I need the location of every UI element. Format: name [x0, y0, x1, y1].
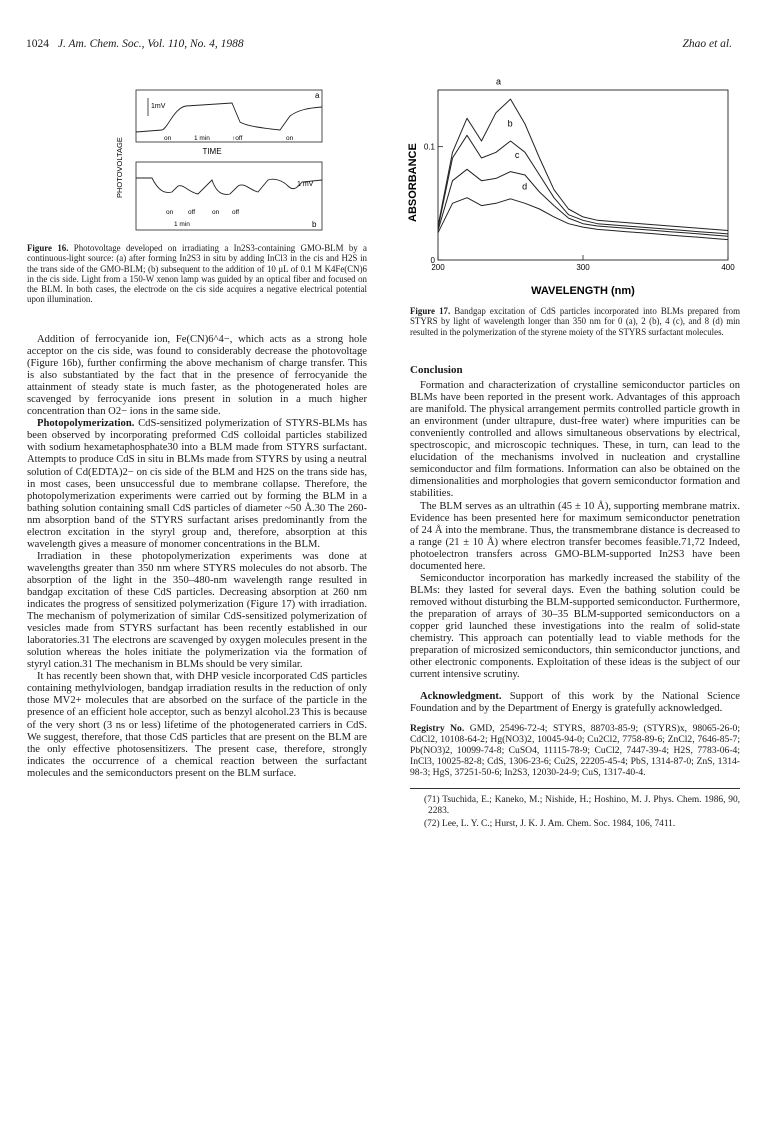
- panel-b-scale: 1 mV: [297, 181, 314, 188]
- x-tick-label: 200: [431, 263, 445, 272]
- series-line-c: [438, 169, 728, 236]
- section-runin-heading: Photopolymerization.: [37, 418, 135, 430]
- figure-17-caption: [410, 306, 740, 337]
- registry-numbers: Registry No. GMD, 25496-72-4; STYRS, 88703-85-9; (STYRS)x, 98065-26-0; CdCl2, 10108-64-2; Hg(NO3)2, 10045-94-0; Cu2Cl2, 7758-89-6; ZnCl2, 7646-85-7; Pb(NO3)2, 10099-74-8; CuSO4, 11115-78-9; CuCl2, 7447-39-4; H2S, 7783-06-4; InCl3, 10025-82-8; CdS, 1306-23-6; Cu2S, 22205-45-4; PbS, 1314-87-0; ZnS, 1314-98-3; HgS, 37251-50-6; In2S3, 12030-24-9; CuS, 1317-40-4.: [410, 723, 741, 779]
- figure-17-label: Figure 17.: [410, 306, 451, 316]
- series-line-a: [438, 99, 728, 230]
- references: [410, 788, 740, 829]
- figure16-ylabel: PHOTOVOLTAGE: [115, 137, 124, 198]
- series-label-a: a: [496, 76, 502, 87]
- panel-a-off: ↑off: [232, 135, 243, 142]
- paragraph: Addition of ferrocyanide ion, Fe(CN)6^4−, which acts as a strong hole acceptor on the cis side, was found to considerably decrease the photovoltage (Figure 16b), further confirming the above mechanism of charge transfer. This is also substantiated by the fact that in the presence of ferrocyanide the attainment of steady state is much faster, as the photogenerated holes are scavenged by ferrocyanide ions present in solution in a much higher concentration than O2− ions in the same side.: [27, 334, 367, 418]
- figure-16-caption-text: Photovoltage developed on irradiating a In2S3-containing GMO-BLM by a continuous-light source: (a) after forming In2S3 in situ by adding InCl3 in the cis and H2S in the trans side of the GMO-BLM; (b) subsequent to the addition of 10 μL of 0.1 M K4Fe(CN)6 in the cis side. Light from a 150-W xenon lamp was guided by an optical fiber and focused on the BLM. In both cases, the electrode on the cis side acquires a negative electrical potential upon illumination.: [27, 243, 368, 305]
- running-header-left: [26, 38, 244, 50]
- page-number: 1024: [26, 38, 49, 50]
- panel-b-mark-3: on: [212, 209, 220, 216]
- panel-b-mark-2: off: [188, 209, 196, 216]
- figure-16: [112, 86, 327, 236]
- y-tick-label: 0: [430, 256, 435, 265]
- panel-a-on1: on: [164, 135, 172, 142]
- y-axis-label: ABSORBANCE: [407, 143, 419, 222]
- paragraph: The BLM serves as an ultrathin (45 ± 10 Å), supporting membrane matrix. Evidence has been presented here for maximum semiconductor penetration of 24 Å into the membrane. Thus, the transmembrane distance is decreased to a range (21 ± 10 Å) where electron transfer becomes feasible.71,72 Indeed, photoelectron transfers across GMO-BLM-supported In2S3 have been documented here.: [410, 500, 740, 572]
- running-header-authors: Zhao et al.: [682, 38, 732, 50]
- left-column: [27, 334, 367, 780]
- panel-a-on2: on: [286, 135, 294, 142]
- figure-16-caption: [27, 243, 367, 305]
- panel-b-letter: b: [312, 220, 317, 229]
- x-tick-label: 300: [576, 263, 590, 272]
- acknowledgment: Acknowledgment. Support of this work by the National Science Foundation and by the Department of Energy is gratefully acknowledged.: [410, 691, 740, 715]
- x-tick-label: 400: [721, 263, 735, 272]
- panel-a-timescale: 1 min: [194, 135, 210, 142]
- journal-citation: J. Am. Chem. Soc., Vol. 110, No. 4, 1988: [57, 38, 244, 50]
- series-line-b: [438, 135, 728, 234]
- panel-a-scale: 1mV: [151, 103, 166, 110]
- paragraph: Semiconductor incorporation has markedly increased the stability of the BLMs: they lasted for several days. Even the bathing solution could be removed without disturbing the BLM-supported semiconductor. Furthermore, the preparation of arrays of 30–35 BLM-supported semiconductors on a copper grid launched these investigations into the realm of solid-state chemistry. This approach can potentially lead to viable methods for the preparation of microsized semiconductors, thin semiconductor junctions, and other electronic components. Exploitation of these ideas is the subject of our current intensive scrutiny.: [410, 572, 740, 681]
- plot-frame: [438, 90, 728, 260]
- paragraph: It has recently been shown that, with DHP vesicle incorporated CdS particles containing methylviologen, bandgap irradiation results in the reduction of only those MV2+ molecules that are absorbed on the surface of the particle in the presence of an efficient hole acceptor, such as benzyl alcohol.23 This is because of the very short (3 ns or less) lifetime of the photogenerated carriers in CdS. We suggest, therefore, that those CdS particles that are present on the BLM are the only effective photosensitizers. The present case, therefore, strongly indicates the occurrence of a chemical reaction between the surfactant molecules and the semiconductors present on the BLM surface.: [27, 671, 367, 779]
- conclusion-heading: Conclusion: [410, 364, 463, 376]
- figure16-panel-a: [136, 90, 322, 142]
- series-label-c: c: [514, 150, 520, 160]
- panel-b-mark-1: on: [166, 209, 174, 216]
- figure-17-caption-text: Bandgap excitation of CdS particles incorporated into BLMs prepared from STYRS by light of wavelength longer than 350 nm for 0 (a), 2 (b), 4 (c), and 8 (d) min resulted in the polymerization of the styrene moiety of the STYRS surfactant molecules.: [410, 306, 741, 337]
- panel-a-letter: a: [315, 91, 320, 100]
- figure16-panel-b: [136, 162, 322, 230]
- paragraph: Irradiation in these photopolymerization experiments was done at wavelengths greater than 350 nm where STYRS molecules do not absorb. The absorption of the light in the 350–480-nm wavelength range resulted in bandgap excitation of these CdS particles. Decreasing absorption at 260 nm indicates the progress of sensitized polymerization (Figure 17) with irradiation. The mechanism of polymerization of similar CdS-sensitized polymerization of vesicles made from STYRS surfactant has been recently established in our laboratories.31 The electrons are scavenged by oxygen molecules present in the solution whereas the holes initiate the polymerization via the formation of styryl cation.31 The mechanism in BLMs should be very similar.: [27, 550, 367, 671]
- panel-b-mark-4: off: [232, 209, 240, 216]
- x-axis-label: WAVELENGTH (nm): [531, 285, 635, 297]
- series-label-d: d: [522, 181, 528, 192]
- panel-b-timescale: 1 min: [174, 221, 190, 228]
- paragraph: Photopolymerization. CdS-sensitized polymerization of STYRS-BLMs has been observed by incorporating preformed CdS colloidal particles stabilized with sodium hexametaphosphate30 into a BLM made from STYRS surfactant. Attempts to produce CdS in situ in BLMs made from STYRS by using a neutral solution of Cd(EDTA)2− on cis side of the BLM and H2S on the trans side has, in most cases, been unsuccessful due to membrane collapse. Therefore, the photopolymerization experiments were carried out by forming the BLM in a bathing solution containing small CdS particles of diameter ~50 Å.30 The 260-nm absorption band of the STYRS surfactant arises predominantly from the electron excitation in the styryl group and, therefore, absorption at this wavelength gives a measure of monomer concentrations in the BLM.: [27, 418, 367, 550]
- y-tick-label: 0.1: [423, 142, 435, 152]
- series-label-b: b: [507, 118, 513, 129]
- reference-71: (71) Tsuchida, E.; Kaneko, M.; Nishide, H.; Hoshino, M. J. Phys. Chem. 1986, 90, 2283.: [424, 795, 740, 817]
- figure16-time-label: TIME: [202, 147, 222, 156]
- reference-72: (72) Lee, L. Y. C.; Hurst, J. K. J. Am. Chem. Soc. 1984, 106, 7411.: [424, 818, 676, 829]
- figure-17-chart: [398, 76, 738, 304]
- series-line-d: [438, 198, 728, 240]
- figure-16-label: Figure 16.: [27, 243, 69, 253]
- paragraph: Formation and characterization of crystalline semiconductor particles on BLMs have been reported in the present work. Advantages of this approach are manifold. The physical arrangement permits controlled particle growth in an environment (under ultrapure, dust-free water) where impurities can be conveniently controlled and allows simultaneous observations by electrical, spectroscopic, and microscopic techniques. These, in turn, can lead to the elucidation of the mechanisms involved in nucleation and crystalline semiconductor and film formations. Information can also be obtained on the dimensionalities and morphologies that govern semiconductor formation and stabilities.: [410, 380, 740, 500]
- right-column: [410, 354, 740, 832]
